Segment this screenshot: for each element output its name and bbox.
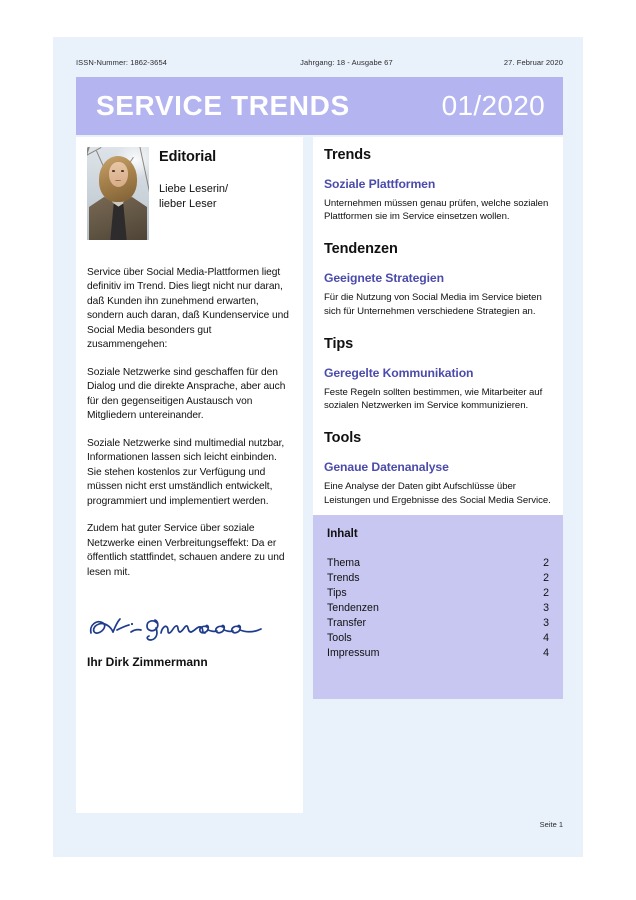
publication-date: 27. Februar 2020 xyxy=(503,58,563,67)
page-footer xyxy=(76,820,563,829)
toc-label: Impressum xyxy=(327,647,380,660)
section-subtitle: Geregelte Kommunikation xyxy=(324,365,474,380)
issue-number: 01/2020 xyxy=(441,90,545,121)
publication-title: SERVICE TRENDS xyxy=(96,90,350,121)
editor-signature-block xyxy=(87,613,292,669)
editorial-heading-group xyxy=(159,147,228,212)
section-text: Unternehmen müssen genau prüfen, welche sozialen Plattformen sie im Service einsetzen wollen. xyxy=(324,198,549,223)
sections-wrapper xyxy=(313,137,563,515)
toc-label: Thema xyxy=(327,556,360,569)
toc-entry[interactable] xyxy=(327,616,549,631)
toc-label: Tips xyxy=(327,586,347,599)
masthead-meta xyxy=(76,58,563,67)
toc-label: Transfer xyxy=(327,617,367,629)
editorial-salutation xyxy=(159,182,228,212)
section-text: Feste Regeln sollten bestimmen, wie Mitarbeiter auf sozialen Netzwerken im Service kommunizieren. xyxy=(324,386,543,412)
portrait-eye xyxy=(121,170,124,172)
toc-label: Trends xyxy=(327,571,360,584)
volume-issue: Jahrgang: 18 - Ausgabe 67 xyxy=(300,58,393,67)
table-of-contents xyxy=(313,515,563,699)
toc-entry[interactable] xyxy=(327,601,549,616)
toc-page: 2 xyxy=(543,571,549,584)
section-title: Tools xyxy=(324,430,362,447)
issn-number: ISSN-Nummer: 1862-3654 xyxy=(76,58,167,67)
toc-page: 3 xyxy=(543,601,549,614)
section-subtitle: Geeignete Strategien xyxy=(324,271,444,286)
toc-title: Inhalt xyxy=(327,527,358,540)
editorial-column xyxy=(76,137,303,813)
section-title: Trends xyxy=(324,147,371,163)
page-number: Seite 1 xyxy=(539,820,563,829)
toc-entry[interactable] xyxy=(327,586,549,601)
toc-entry[interactable] xyxy=(327,571,549,586)
section-subtitle: Genaue Datenanalyse xyxy=(324,460,449,475)
section-title: Tendenzen xyxy=(324,241,398,258)
salutation-line-2: lieber Leser xyxy=(159,197,217,210)
toc-page: 2 xyxy=(543,586,549,599)
section-tips xyxy=(324,336,552,412)
editorial-paragraph: Service über Social Media-Plattformen liegt definitiv im Trend. Dies liegt nicht nur daran, daß Kunden ihn zunehmend erwarten, sondern auch daran, daß Kundenservice und Social Media besonders gut zusammengehen: xyxy=(87,267,289,351)
salutation-line-1: Liebe Leserin/ xyxy=(159,183,229,195)
editor-name: Ihr Dirk Zimmermann xyxy=(87,655,208,670)
editorial-body xyxy=(87,266,292,580)
portrait-eye xyxy=(112,170,115,172)
toc-page: 4 xyxy=(543,632,549,645)
newsletter-page xyxy=(53,37,583,857)
handwritten-signature-icon xyxy=(87,613,273,643)
toc-label: Tools xyxy=(327,632,352,645)
editor-portrait-photo xyxy=(87,147,149,240)
editorial-paragraph: Soziale Netzwerke sind geschaffen für den Dialog und die direkte Ansprache, aber auch für den gegenseitigen Austausch von Mitgliedern untereinander. xyxy=(87,366,286,422)
section-subtitle: Soziale Plattformen xyxy=(324,177,436,191)
toc-entry[interactable] xyxy=(327,556,549,571)
editorial-heading: Editorial xyxy=(159,149,217,165)
section-text: Für die Nutzung von Social Media im Service bieten sich für Unternehmen verschiedene Strategien an. xyxy=(324,292,542,317)
editorial-paragraph: Zudem hat guter Service über soziale Netzwerke einen Verbreitungseffekt: Da er öffentlich stattfindet, schauen andere zu und lesen mit. xyxy=(87,523,285,578)
sections-column xyxy=(313,137,563,813)
editorial-header xyxy=(87,147,292,240)
section-tools xyxy=(324,430,552,506)
masthead-band xyxy=(76,77,563,135)
editorial-paragraph: Soziale Netzwerke sind multimedial nutzbar, Informationen lassen sich leicht einbinden. Sie stehen kostenlos zur Verfügung und müssen nicht erst umständlich entwickelt, programmiert und implementiert werden. xyxy=(87,437,285,507)
section-text: Eine Analyse der Daten gibt Aufschlüsse über Leistungen und Ergebnisse des Social Media Service. xyxy=(324,481,551,506)
section-title: Tips xyxy=(324,335,354,352)
section-trends xyxy=(324,147,552,223)
toc-entry[interactable] xyxy=(327,631,549,646)
toc-label: Tendenzen xyxy=(327,601,379,614)
portrait-face xyxy=(109,162,128,187)
toc-page: 3 xyxy=(543,617,549,629)
section-tendenzen xyxy=(324,241,552,317)
toc-page: 4 xyxy=(543,647,549,660)
toc-page: 2 xyxy=(543,556,549,569)
toc-entry[interactable] xyxy=(327,646,549,661)
